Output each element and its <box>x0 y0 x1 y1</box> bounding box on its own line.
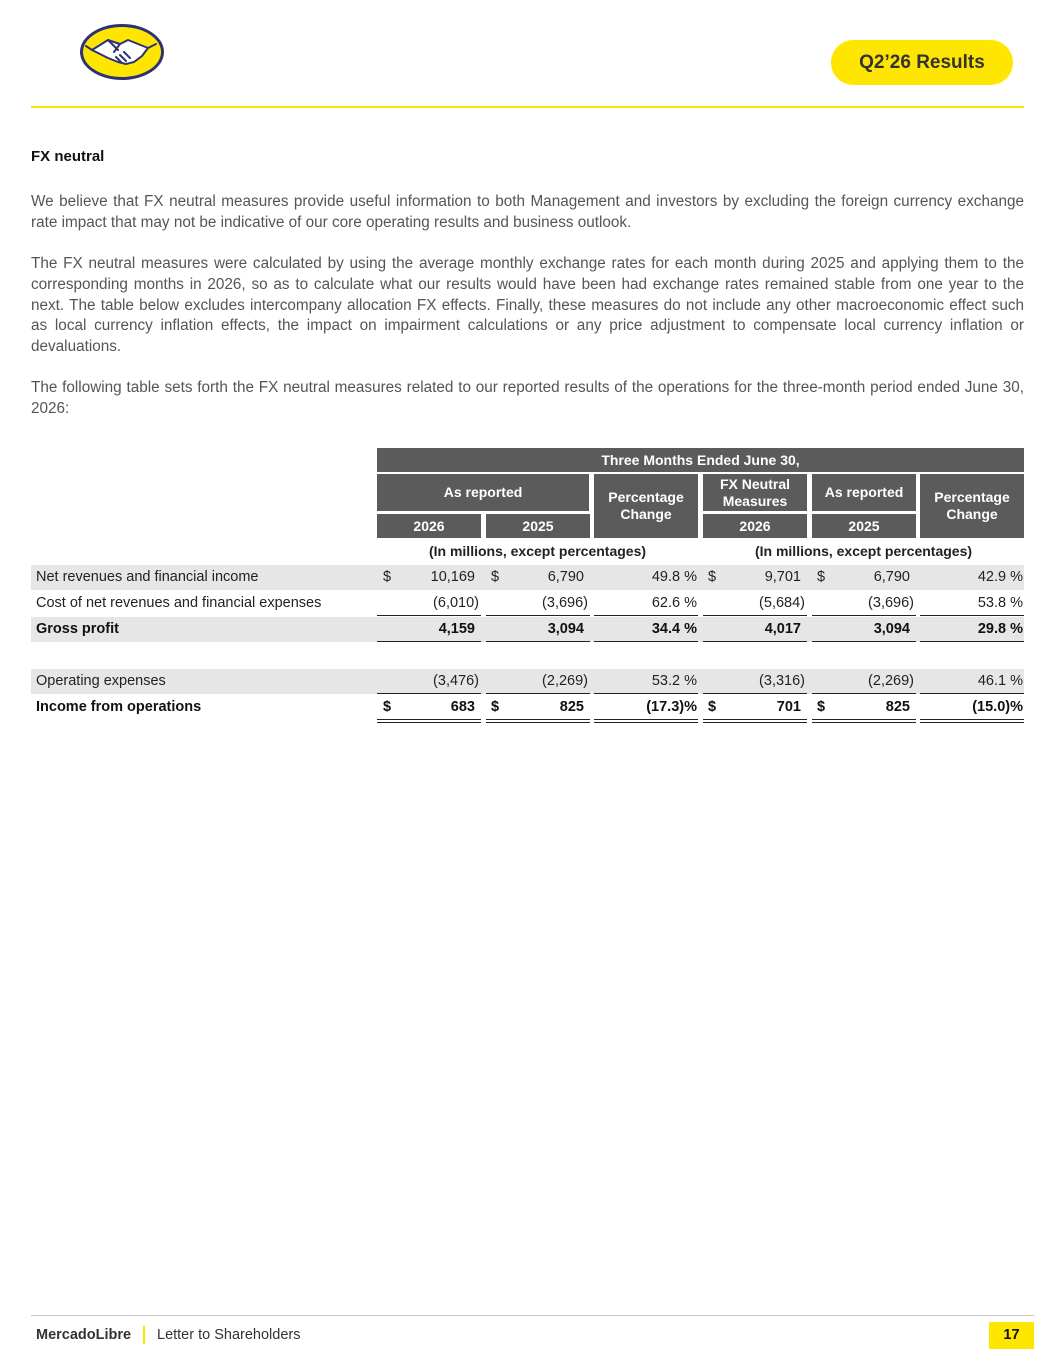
value-cell: 825 <box>885 699 910 715</box>
currency-symbol: $ <box>708 699 717 715</box>
value-cell: 3,094 <box>547 621 584 637</box>
total-rule <box>486 641 590 642</box>
value-cell: 62.6 % <box>651 595 697 611</box>
double-rule <box>920 719 1024 723</box>
currency-symbol: $ <box>491 699 500 715</box>
row-label: Gross profit <box>36 621 119 637</box>
total-rule <box>920 641 1024 642</box>
value-cell: (6,010) <box>433 595 479 611</box>
value-cell: 29.8 % <box>977 621 1023 637</box>
section-title: FX neutral <box>31 148 105 165</box>
subtotal-rule <box>377 615 481 616</box>
currency-symbol: $ <box>383 699 392 715</box>
paragraph-intro: We believe that FX neutral measures provide useful information to both Management and investors by excluding the foreign currency exchange rate impact that may not be indicative of our core operating results and business outlook. <box>31 193 1024 231</box>
double-rule <box>377 719 481 723</box>
year-header: 2025 <box>812 514 916 538</box>
currency-symbol: $ <box>708 569 717 585</box>
value-cell: 42.9 % <box>977 569 1023 585</box>
value-cell: (3,476) <box>433 673 479 689</box>
double-rule <box>812 719 916 723</box>
subtotal-rule <box>920 693 1024 694</box>
value-cell: (3,316) <box>759 673 805 689</box>
subtotal-rule <box>703 615 807 616</box>
footer-separator <box>143 1326 145 1344</box>
year-header: 2026 <box>377 514 481 538</box>
value-cell: 683 <box>450 699 475 715</box>
subtotal-rule <box>812 615 916 616</box>
value-cell: (15.0)% <box>972 699 1023 715</box>
col-fx-neutral-header: FX Neutral Measures <box>703 474 807 511</box>
units-note: (In millions, except percentages) <box>428 543 647 559</box>
year-header: 2026 <box>703 514 807 538</box>
value-cell: 53.2 % <box>651 673 697 689</box>
row-label: Net revenues and financial income <box>36 569 259 585</box>
footer-divider <box>31 1315 1034 1316</box>
value-cell: (2,269) <box>542 673 588 689</box>
subtotal-rule <box>594 615 698 616</box>
col-as-reported-fx-header: As reported <box>812 474 916 511</box>
value-cell: (17.3)% <box>646 699 697 715</box>
value-cell: 4,159 <box>438 621 475 637</box>
currency-symbol: $ <box>817 569 826 585</box>
currency-symbol: $ <box>491 569 500 585</box>
value-cell: 10,169 <box>430 569 475 585</box>
period-header: Three Months Ended June 30, <box>377 448 1024 472</box>
value-cell: (2,269) <box>868 673 914 689</box>
row-label: Operating expenses <box>36 673 166 689</box>
row-label: Cost of net revenues and financial expenses <box>36 595 322 611</box>
subtotal-rule <box>377 693 481 694</box>
currency-symbol: $ <box>817 699 826 715</box>
subtotal-rule <box>486 615 590 616</box>
footer-document-name: Letter to Shareholders <box>157 1327 301 1343</box>
value-cell: 53.8 % <box>977 595 1023 611</box>
col-pct-change-fx-header: Percentage Change <box>920 474 1024 538</box>
value-cell: 6,790 <box>873 569 910 585</box>
page-number: 17 <box>989 1322 1034 1349</box>
col-pct-change-reported-header: Percentage Change <box>594 474 698 538</box>
footer-brand: MercadoLibre <box>36 1327 132 1343</box>
total-rule <box>377 641 481 642</box>
double-rule <box>486 719 590 723</box>
total-rule <box>703 641 807 642</box>
value-cell: 6,790 <box>547 569 584 585</box>
col-as-reported-2026-header: As reported <box>377 474 589 511</box>
subtotal-rule <box>703 693 807 694</box>
units-note: (In millions, except percentages) <box>754 543 973 559</box>
value-cell: 3,094 <box>873 621 910 637</box>
value-cell: 4,017 <box>764 621 801 637</box>
value-cell: (5,684) <box>759 595 805 611</box>
value-cell: 825 <box>559 699 584 715</box>
value-cell: (3,696) <box>542 595 588 611</box>
subtotal-rule <box>594 693 698 694</box>
subtotal-rule <box>486 693 590 694</box>
paragraph-methodology: The FX neutral measures were calculated by using the average monthly exchange rates for each month during 2025 and applying them to the corresponding months in 2026, so as to calculate what our results would have been had exchange rates remained stable from one year to the next. The table below excludes intercompany allocation FX effects. Finally, these measures do not include any other macroeconomic effect such as local currency inflation effects, the impact on impairment calculations or any price adjustment to compensate local currency inflation or devaluations. <box>31 255 1024 356</box>
value-cell: 701 <box>776 699 801 715</box>
year-header: 2025 <box>486 514 590 538</box>
value-cell: 46.1 % <box>977 673 1023 689</box>
value-cell: 49.8 % <box>651 569 697 585</box>
report-period-badge: Q2’26 Results <box>831 40 1013 85</box>
double-rule <box>703 719 807 723</box>
value-cell: (3,696) <box>868 595 914 611</box>
value-cell: 9,701 <box>764 569 801 585</box>
value-cell: 34.4 % <box>651 621 697 637</box>
currency-symbol: $ <box>383 569 392 585</box>
double-rule <box>594 719 698 723</box>
subtotal-rule <box>920 615 1024 616</box>
paragraph-table-intro: The following table sets forth the FX neutral measures related to our reported results of the operations for the three-month period ended June 30, 2026: <box>31 379 1024 417</box>
total-rule <box>594 641 698 642</box>
row-label: Income from operations <box>36 699 202 715</box>
total-rule <box>812 641 916 642</box>
subtotal-rule <box>812 693 916 694</box>
